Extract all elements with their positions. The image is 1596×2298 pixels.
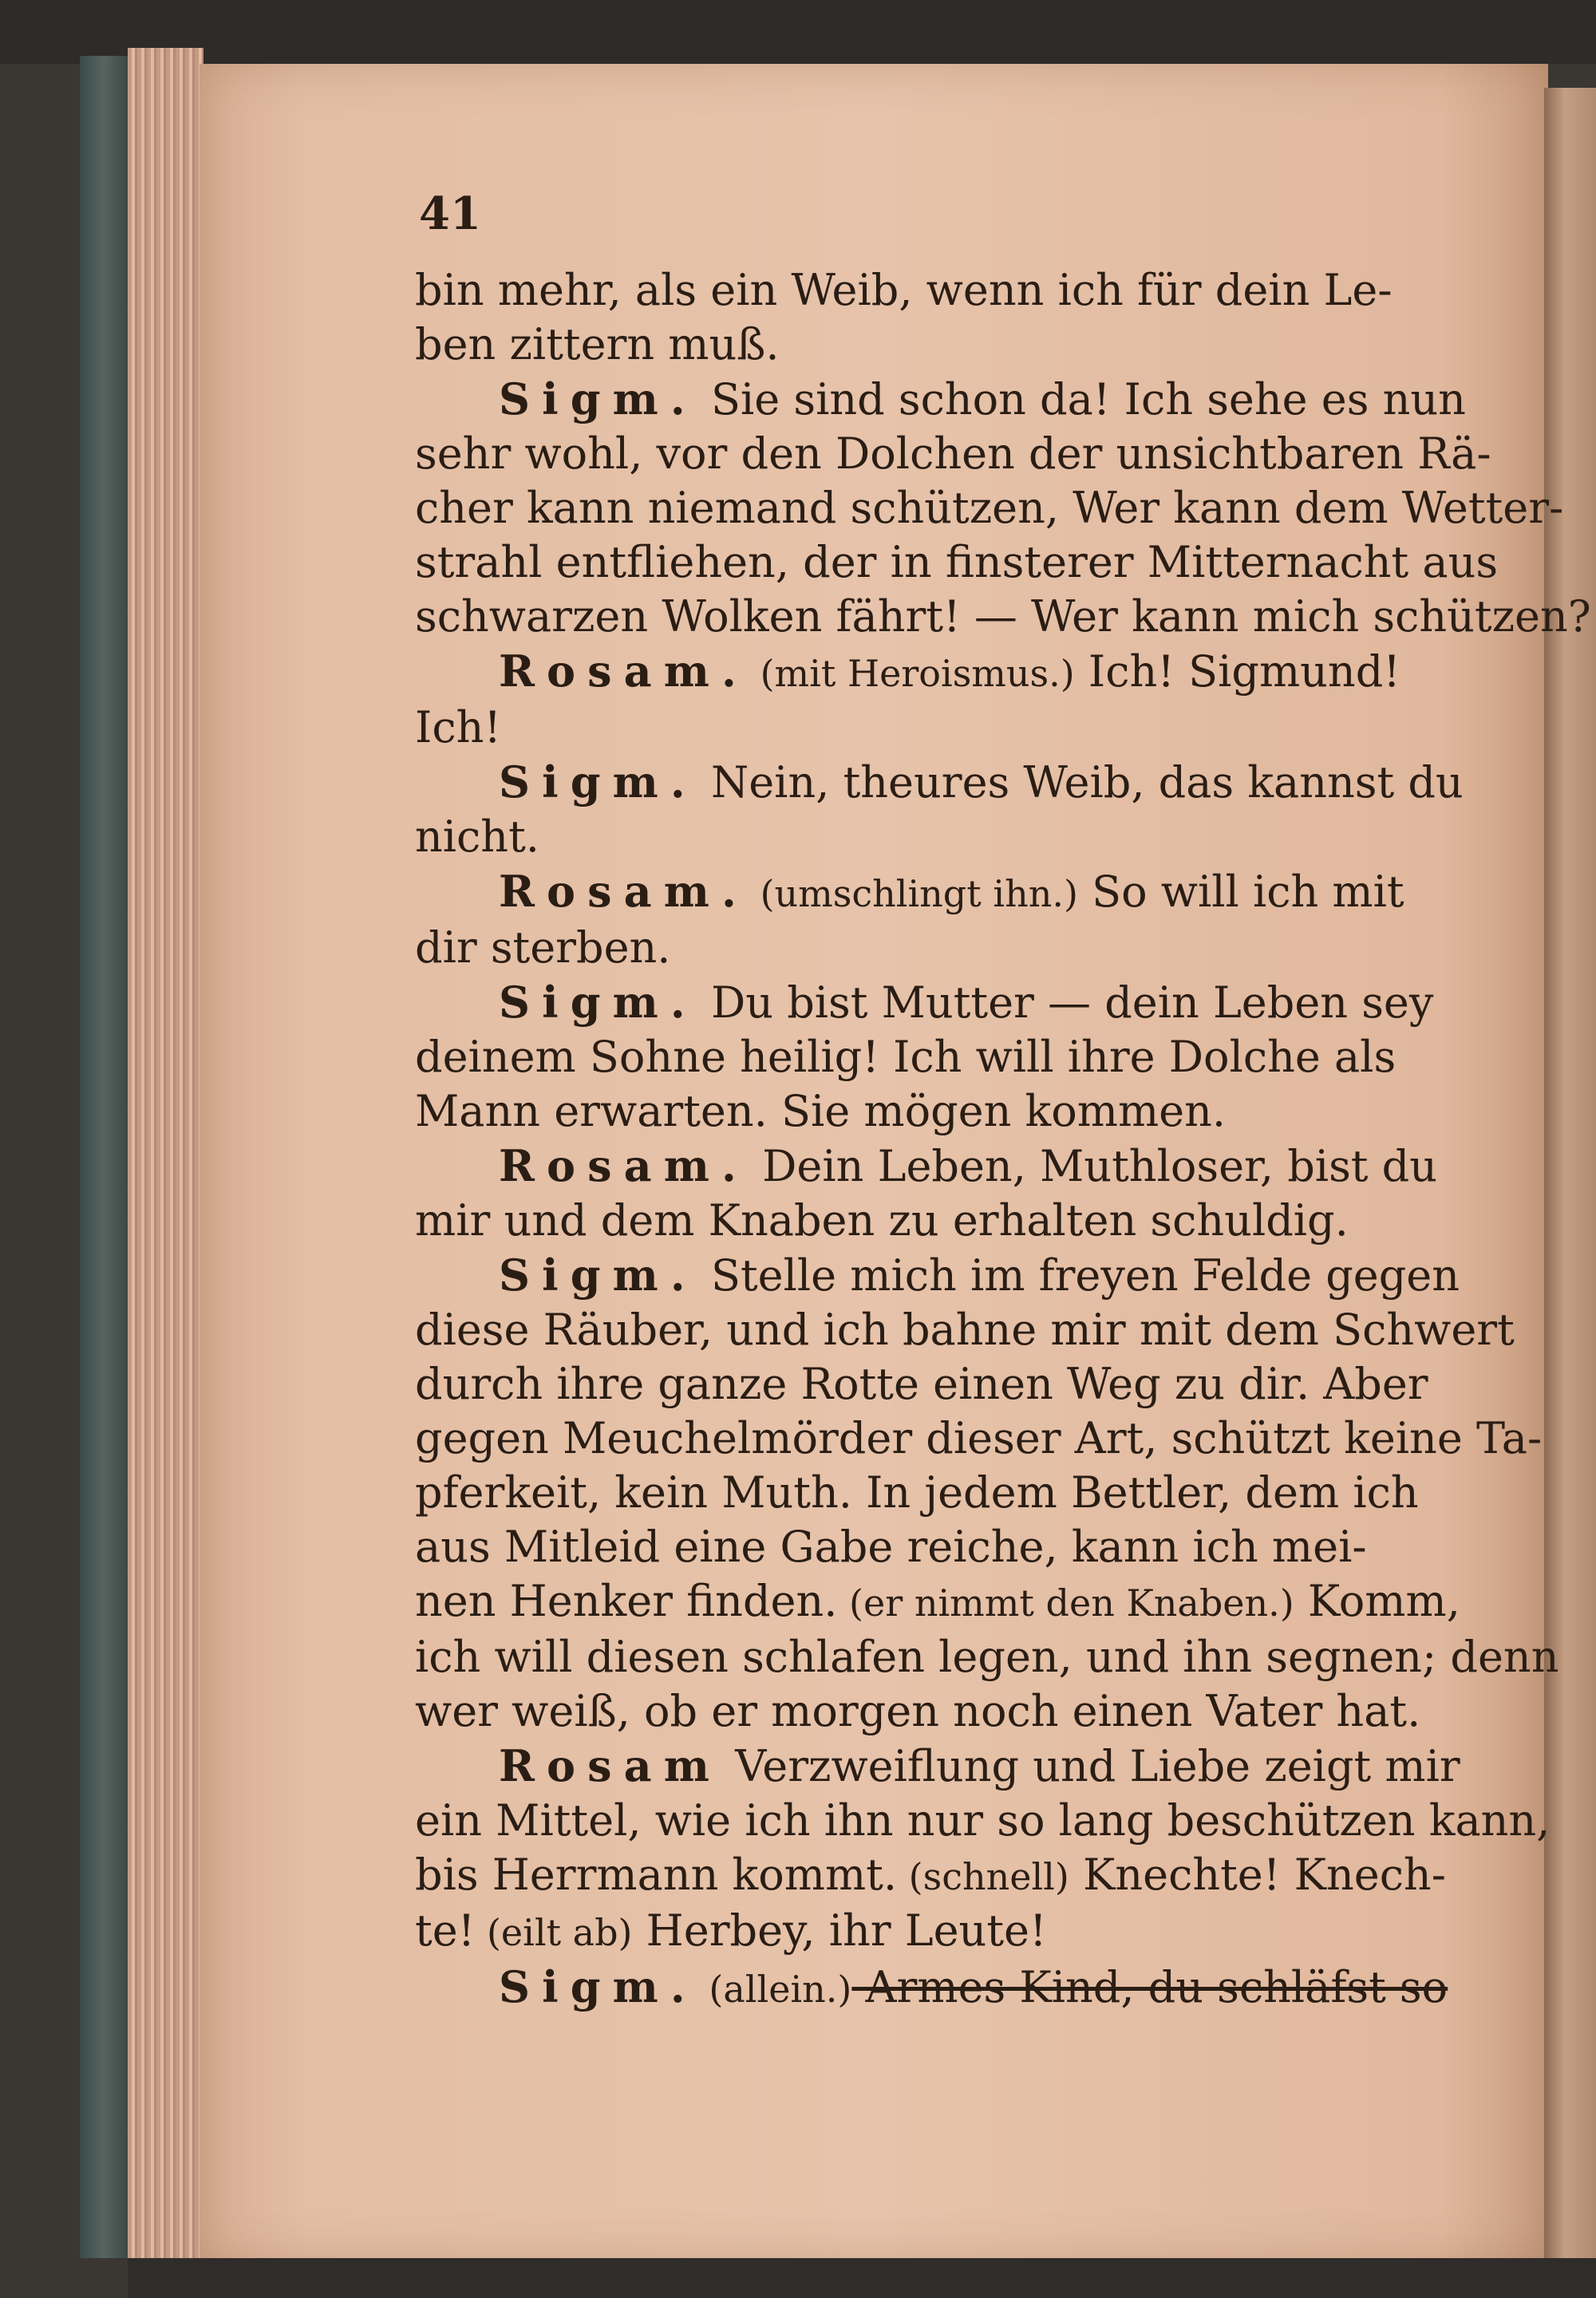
line-text: schwarzen Wolken fährt! — Wer kann mich schützen? xyxy=(415,591,1591,642)
text-line xyxy=(415,263,1393,318)
text-line xyxy=(415,755,1464,810)
line-text: pferkeit, kein Muth. In jedem Bettler, dem ich xyxy=(415,1467,1419,1518)
text-line xyxy=(415,1357,1428,1412)
line-text: strahl entfliehen, der in finsterer Mitternacht aus xyxy=(415,537,1499,587)
stage-direction: (eilt ab) xyxy=(475,1911,633,1954)
text-line xyxy=(415,1248,1460,1303)
book-cover-edge xyxy=(80,56,128,2258)
text-line xyxy=(415,810,1381,864)
line-text: gegen Meuchelmörder dieser Art, schützt keine Ta- xyxy=(415,1413,1543,1463)
text-line xyxy=(415,1520,1381,1574)
line-text: Sie sind schon da! Ich sehe es nun xyxy=(697,374,1466,424)
line-text: mir und dem Knaben zu erhalten schuldig. xyxy=(415,1195,1349,1246)
line-text: nicht. xyxy=(415,811,539,862)
line-text: Stelle mich im freyen Felde gegen xyxy=(697,1250,1460,1301)
text-line xyxy=(415,1194,1381,1248)
text-line xyxy=(415,1904,1381,1960)
line-text: bis Herrmann kommt. xyxy=(415,1850,898,1900)
line-text: Herbey, ihr Leute! xyxy=(632,1905,1047,1956)
text-line xyxy=(415,1030,1396,1084)
speaker-name: Rosam. xyxy=(499,866,749,917)
line-text: bin mehr, als ein Weib, wenn ich für dein Le- xyxy=(415,265,1393,315)
text-line xyxy=(415,427,1491,481)
line-text: Knechte! Knech- xyxy=(1069,1850,1446,1900)
line-text: Verzweiflung und Liebe zeigt mir xyxy=(721,1741,1460,1791)
speaker-name: Sigm. xyxy=(499,977,697,1028)
line-text: Mann erwarten. Sie mögen kommen. xyxy=(415,1086,1227,1136)
line-text: Dein Leben, Muthloser, bist du xyxy=(748,1141,1438,1191)
speaker-name: Sigm. xyxy=(499,1250,697,1301)
text-line xyxy=(415,318,1381,372)
text-line xyxy=(415,1303,1515,1357)
text-line xyxy=(415,1574,1460,1630)
page-text xyxy=(415,263,1591,2016)
text-line xyxy=(415,1794,1551,1848)
line-text: Ich! xyxy=(415,702,502,752)
line-text: wer weiß, ob er morgen noch einen Vater hat. xyxy=(415,1686,1421,1736)
line-text: deinem Sohne heilig! Ich will ihre Dolche als xyxy=(415,1032,1396,1082)
stage-direction: (umschlingt ihn.) xyxy=(748,872,1078,915)
backdrop xyxy=(0,0,1596,64)
speaker-name: Rosam. xyxy=(499,1140,749,1191)
text-line xyxy=(415,975,1434,1030)
text-line xyxy=(415,1466,1419,1520)
text-line xyxy=(415,1739,1460,1794)
line-text: aus Mitleid eine Gabe reiche, kann ich mei- xyxy=(415,1522,1367,1572)
text-line xyxy=(415,701,1381,755)
backdrop-bottom xyxy=(128,2258,1596,2298)
text-line xyxy=(415,644,1400,701)
facing-page-edge xyxy=(1544,88,1596,2258)
line-text: nen Henker finden. xyxy=(415,1576,838,1626)
line-text: sehr wohl, vor den Dolchen der unsichtbaren Rä- xyxy=(415,428,1491,479)
text-line xyxy=(415,1412,1543,1466)
speaker-name: Rosam. xyxy=(499,646,749,697)
speaker-name: Sigm. xyxy=(499,373,697,424)
text-line xyxy=(415,590,1591,644)
line-text: So will ich mit xyxy=(1077,867,1404,917)
line-text: Du bist Mutter — dein Leben sey xyxy=(697,977,1434,1028)
line-text: te! xyxy=(415,1905,476,1956)
line-text: ein Mittel, wie ich ihn nur so lang beschützen kann, xyxy=(415,1795,1551,1846)
stage-direction: (er nimmt den Knaben.) xyxy=(837,1581,1294,1625)
text-line xyxy=(415,1139,1438,1194)
line-text: durch ihre ganze Rotte einen Weg zu dir. Aber xyxy=(415,1359,1428,1409)
page-edges xyxy=(128,48,203,2258)
line-text: diese Räuber, und ich bahne mir mit dem Schwert xyxy=(415,1305,1515,1355)
line-text: ben zittern muß. xyxy=(415,319,780,369)
text-line xyxy=(415,1084,1381,1139)
text-line xyxy=(415,1960,1448,2016)
line-text: cher kann niemand schützen, Wer kann dem Wetter- xyxy=(415,483,1564,533)
line-text: Komm, xyxy=(1294,1576,1460,1626)
speaker-name: Sigm. xyxy=(499,1961,697,2012)
text-line xyxy=(415,921,1381,975)
line-text: Ich! Sigmund! xyxy=(1074,646,1400,697)
speaker-name: Sigm. xyxy=(499,756,697,807)
line-text: ich will diesen schlafen legen, und ihn segnen; denn xyxy=(415,1632,1559,1682)
text-line xyxy=(415,372,1466,427)
text-line xyxy=(415,1630,1559,1684)
stage-direction: (schnell) xyxy=(897,1855,1069,1898)
text-line xyxy=(415,481,1564,535)
speaker-name: Rosam xyxy=(499,1740,722,1791)
text-line xyxy=(415,535,1499,590)
stage-direction: (mit Heroismus.) xyxy=(748,652,1075,695)
line-text: dir sterben. xyxy=(415,922,671,973)
struck-text: Armes Kind, du schläfst so xyxy=(851,1962,1448,2012)
line-text: Nein, theures Weib, das kannst du xyxy=(697,757,1464,807)
text-line xyxy=(415,1684,1421,1739)
text-line xyxy=(415,864,1404,921)
text-line xyxy=(415,1848,1446,1904)
stage-direction: (allein.) xyxy=(697,1968,852,2011)
page-number: 41 xyxy=(419,188,481,240)
